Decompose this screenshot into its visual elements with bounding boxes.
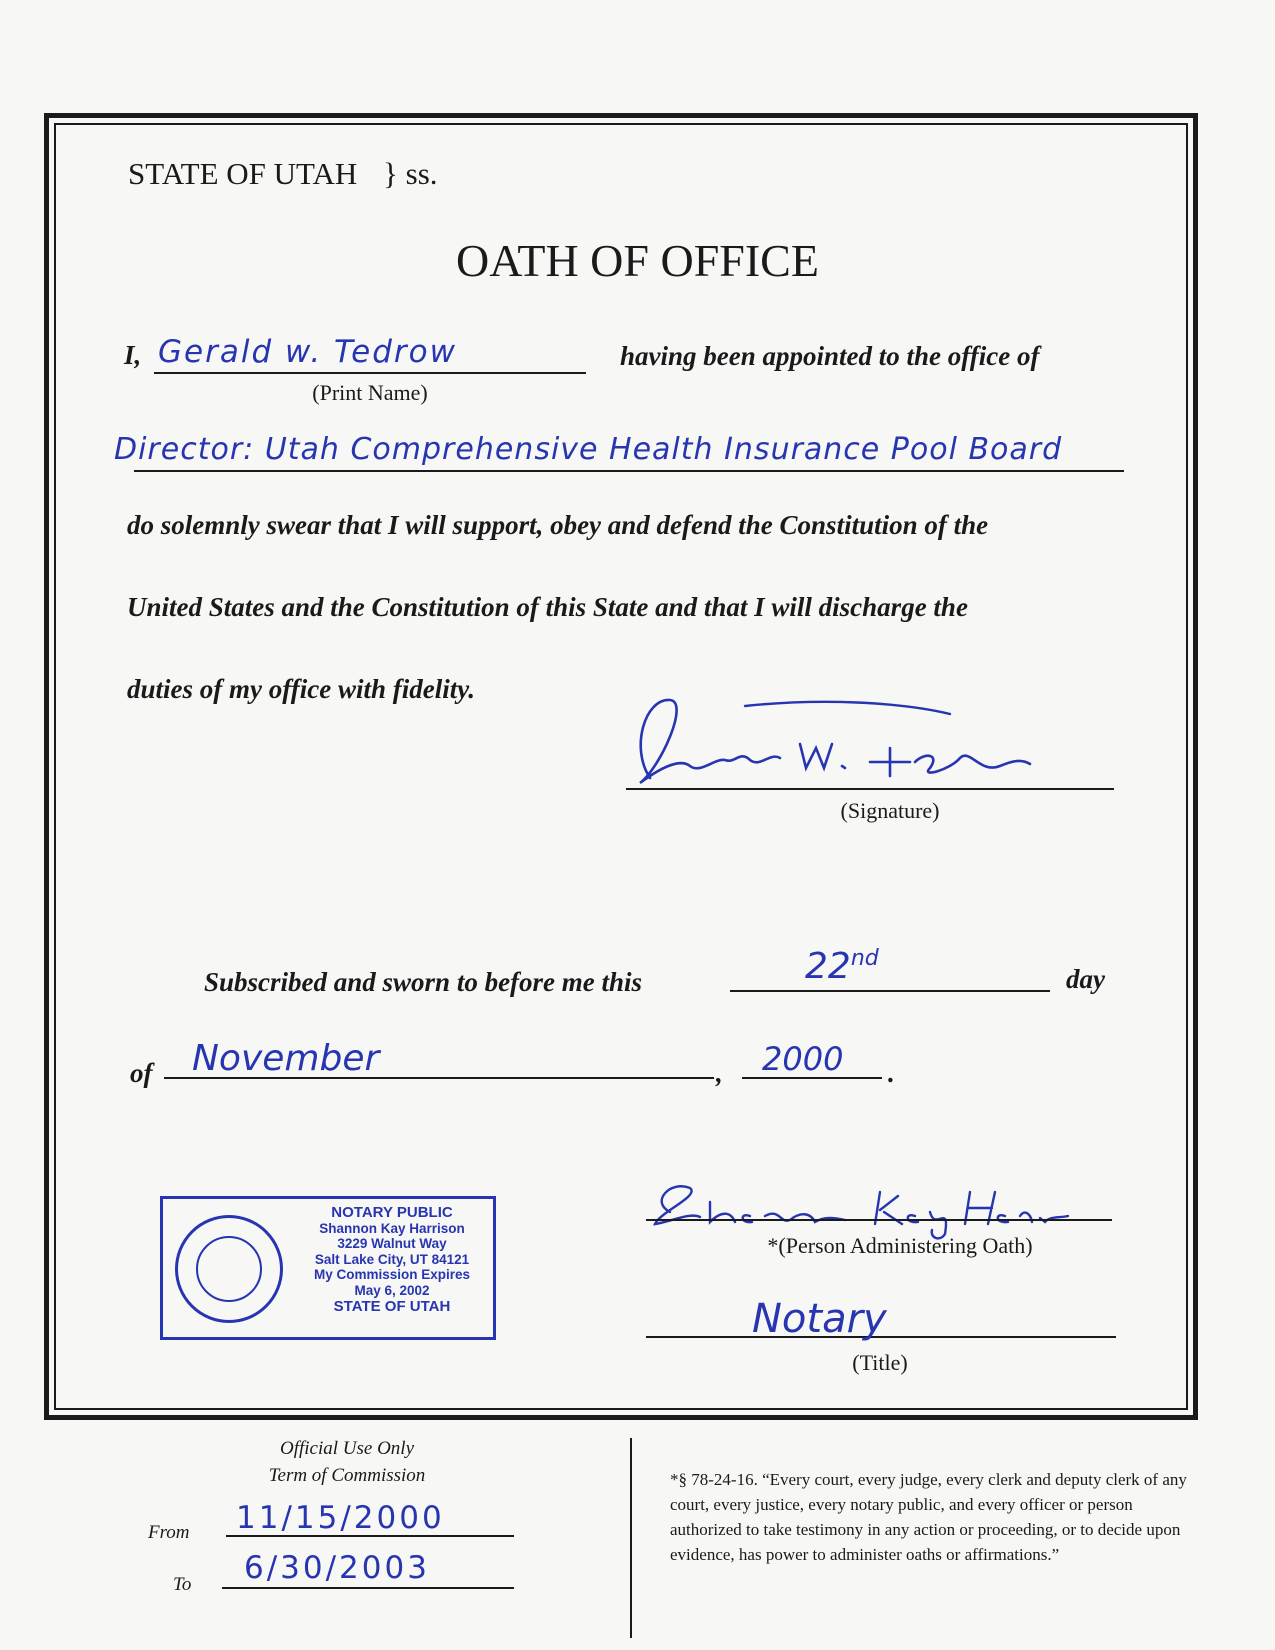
official-use-heading: Official Use Only: [279, 1438, 415, 1459]
stamp-expires: May 6, 2002: [354, 1282, 430, 1298]
oath-body-line-1: do solemnly swear that I will support, obey and defend the Constitution of the: [127, 510, 989, 540]
ss-label: } ss.: [383, 156, 438, 191]
oath-body-line-3: duties of my office with fidelity.: [127, 674, 475, 704]
title-value: Notary: [752, 1296, 887, 1342]
to-line: [222, 1587, 514, 1589]
from-label: From: [148, 1522, 190, 1543]
stamp-city: Salt Lake City, UT 84121: [314, 1251, 470, 1267]
title-caption: (Title): [852, 1350, 908, 1375]
office-value: Director: Utah Comprehensive Health Insurance Pool Board: [114, 432, 1063, 467]
stamp-street: 3229 Walnut Way: [337, 1236, 447, 1252]
section-divider: [630, 1438, 632, 1638]
term-of-commission: Term of Commission: [268, 1465, 426, 1486]
day-suffix: nd: [850, 946, 879, 971]
administrator-signature: [640, 1172, 1070, 1242]
state-heading: [128, 156, 438, 192]
appointed-text: having been appointed to the office of: [620, 341, 1040, 371]
statute-footnote: *§ 78-24-16. “Every court, every judge, every clerk and deputy clerk of any court, every justice, every notary public, and every officer or person authorized to take testimony in any action or proceeding, or to decide upon evidence, has power to administer oaths or affirmations.”: [670, 1470, 1187, 1564]
month-value: November: [192, 1038, 380, 1079]
oath-taker-signature: [620, 688, 1070, 808]
official-use-block: [232, 1435, 462, 1489]
period: .: [888, 1058, 895, 1088]
to-value: 6/30/2003: [244, 1550, 430, 1586]
year-value: 2000: [762, 1040, 844, 1078]
state-seal: [175, 1215, 283, 1323]
administrator-caption: *(Person Administering Oath): [767, 1233, 1033, 1258]
i-prefix: I,: [124, 340, 142, 370]
print-name-caption: (Print Name): [312, 380, 428, 405]
sworn-text: Subscribed and sworn to before me this: [204, 967, 643, 997]
stamp-name: Shannon Kay Harrison: [319, 1220, 465, 1236]
administrator-line: [646, 1219, 1112, 1221]
of-word: of: [130, 1058, 153, 1088]
day-number: 22: [805, 946, 851, 987]
office-line: [134, 470, 1124, 472]
day-word: day: [1066, 964, 1105, 994]
page-title: OATH OF OFFICE: [456, 235, 819, 286]
stamp-commission: My Commission Expires: [313, 1267, 471, 1283]
stamp-text: [287, 1205, 497, 1314]
seal-emblem: [196, 1236, 262, 1302]
comma: ,: [716, 1058, 723, 1088]
stamp-state: STATE OF UTAH: [333, 1297, 451, 1315]
to-label: To: [173, 1574, 192, 1595]
print-name-line: [154, 372, 586, 374]
day-line: [730, 990, 1050, 992]
print-name-value: Gerald w. Tedrow: [158, 334, 457, 370]
notary-stamp: [160, 1196, 496, 1340]
signature-line: [626, 788, 1114, 790]
state-label: STATE OF UTAH: [128, 156, 358, 191]
day-value: [805, 946, 879, 987]
oath-body-line-2: United States and the Constitution of this State and that I will discharge the: [127, 592, 968, 622]
from-value: 11/15/2000: [236, 1500, 445, 1536]
stamp-heading: NOTARY PUBLIC: [331, 1204, 453, 1221]
signature-caption: (Signature): [840, 798, 940, 823]
